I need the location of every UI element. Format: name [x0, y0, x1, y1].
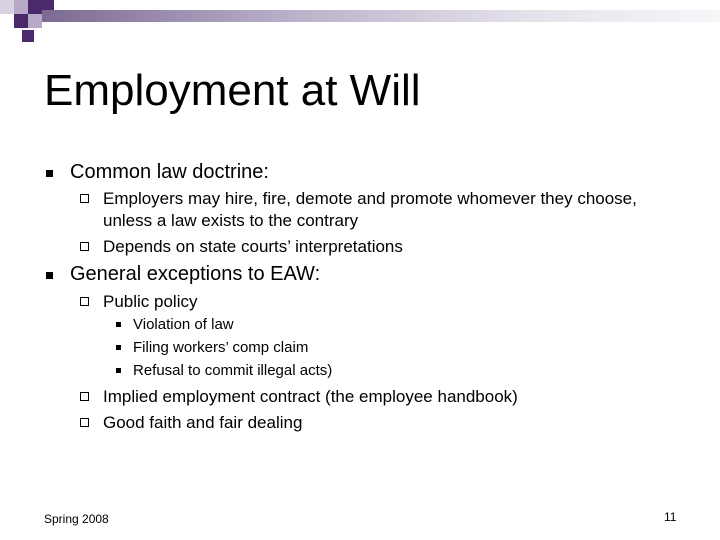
decorative-square	[14, 0, 28, 14]
slide-title: Employment at Will	[44, 66, 421, 115]
open-square-bullet-icon	[80, 392, 89, 401]
sub-sub-bullet-text: Filing workers’ comp claim	[133, 339, 309, 356]
decorative-square	[14, 14, 28, 28]
sub-bullet-text: Public policy	[103, 292, 198, 311]
footer-date: Spring 2008	[44, 512, 109, 526]
sub-sub-bullet-text: Violation of law	[133, 316, 234, 333]
sub-bullet-text: Good faith and fair dealing	[103, 413, 303, 432]
sub-sub-bullet-text: Refusal to commit illegal acts)	[133, 362, 333, 379]
open-square-bullet-icon	[80, 242, 89, 251]
decorative-square	[28, 14, 42, 28]
square-bullet-icon	[46, 272, 53, 279]
decorative-square	[28, 0, 42, 14]
slide-number: 11	[664, 510, 677, 524]
header-gradient-bar	[42, 10, 720, 22]
square-bullet-icon	[46, 170, 53, 177]
open-square-bullet-icon	[80, 297, 89, 306]
sub-bullet-text: Employers may hire, fire, demote and promote whomever they choose,	[103, 189, 637, 208]
sub-bullet-text: Implied employment contract (the employee handbook)	[103, 387, 518, 406]
decorative-square	[0, 0, 14, 14]
small-square-bullet-icon	[116, 345, 121, 350]
bullet-text: General exceptions to EAW:	[70, 263, 321, 285]
bullet-text: Common law doctrine:	[70, 161, 269, 183]
sub-bullet-text: Depends on state courts’ interpretations	[103, 237, 403, 256]
small-square-bullet-icon	[116, 368, 121, 373]
open-square-bullet-icon	[80, 194, 89, 203]
sub-bullet-text: unless a law exists to the contrary	[103, 211, 359, 230]
open-square-bullet-icon	[80, 418, 89, 427]
small-square-bullet-icon	[116, 322, 121, 327]
decorative-square	[22, 30, 34, 42]
